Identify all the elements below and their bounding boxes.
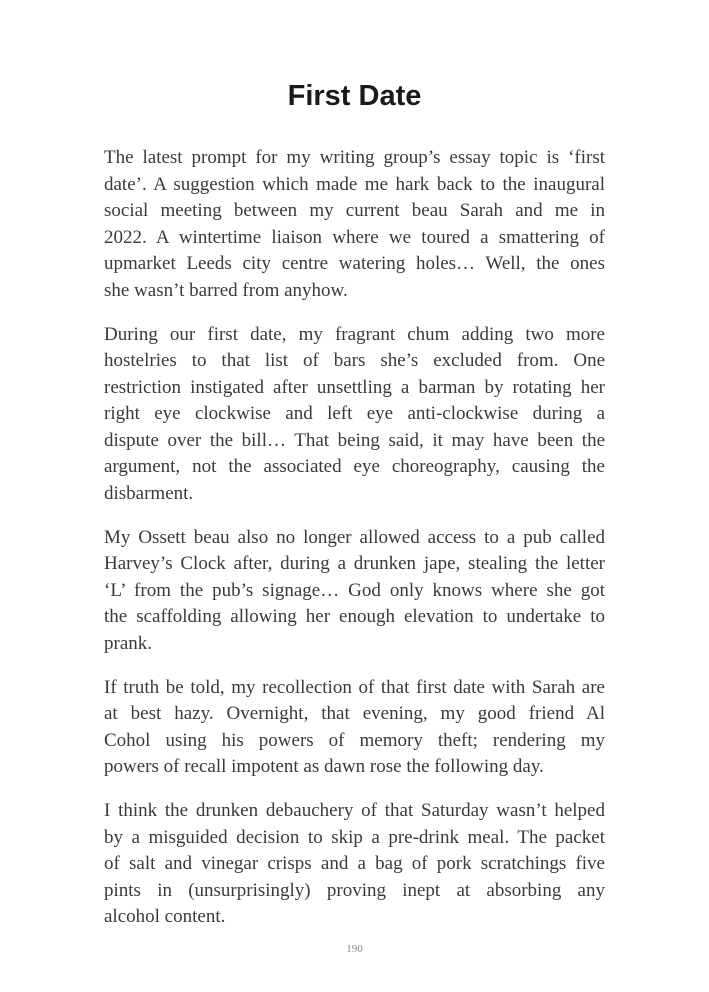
text-line: disbarment. xyxy=(104,482,194,504)
text-line: If truth be told, my recollection of that first date with Sarah are xyxy=(104,676,605,698)
text-line: My Ossett beau also no longer allowed access to a pub called xyxy=(104,526,605,548)
page-title: First Date xyxy=(287,80,422,112)
paragraph xyxy=(104,675,605,781)
text-line: at best hazy. Overnight, that evening, my good friend Al xyxy=(104,703,605,724)
text-line: upmarket Leeds city centre watering holes… Well, the ones xyxy=(104,253,605,274)
text-line: The latest prompt for my writing group’s essay topic is ‘first xyxy=(104,147,605,168)
text-line: date’. A suggestion which made me hark back to the inaugural xyxy=(104,173,605,195)
text-line: argument, not the associated eye choreography, causing the xyxy=(104,456,605,477)
paragraph xyxy=(104,322,605,508)
text-line: I think the drunken debauchery of that Saturday wasn’t helped xyxy=(104,800,605,821)
text-line: of salt and vinegar crisps and a bag of pork scratchings five xyxy=(104,853,605,874)
text-line: pints in (unsurprisingly) proving inept at absorbing any xyxy=(104,879,605,901)
text-line: the scaffolding allowing her enough elevation to undertake to xyxy=(104,606,605,627)
text-line: social meeting between my current beau Sarah and me in xyxy=(104,200,605,221)
text-line: prank. xyxy=(104,632,153,654)
text-line: Cohol using his powers of memory theft; rendering my xyxy=(104,729,605,751)
text-line: she wasn’t barred from anyhow. xyxy=(104,279,348,301)
paragraph xyxy=(104,525,605,658)
document-body xyxy=(104,145,605,948)
text-line: dispute over the bill… That being said, it may have been the xyxy=(104,429,605,451)
text-line: right eye clockwise and left eye anti-clockwise during a xyxy=(104,403,605,424)
text-line: Harvey’s Clock after, during a drunken jape, stealing the letter xyxy=(104,553,605,574)
page-number: 190 xyxy=(346,943,363,955)
text-line: restriction instigated after unsettling a barman by rotating her xyxy=(104,376,605,398)
text-line: powers of recall impotent as dawn rose the following day. xyxy=(104,756,544,777)
text-line: During our first date, my fragrant chum adding two more xyxy=(104,323,605,345)
text-line: alcohol content. xyxy=(104,906,226,927)
text-line: by a misguided decision to skip a pre-drink meal. The packet xyxy=(104,826,605,848)
text-line: 2022. A wintertime liaison where we toured a smattering of xyxy=(104,226,605,248)
paragraph xyxy=(104,145,605,304)
paragraph xyxy=(104,798,605,931)
text-line: hostelries to that list of bars she’s excluded from. One xyxy=(104,350,605,371)
text-line: ‘L’ from the pub’s signage… God only knows where she got xyxy=(104,579,605,601)
